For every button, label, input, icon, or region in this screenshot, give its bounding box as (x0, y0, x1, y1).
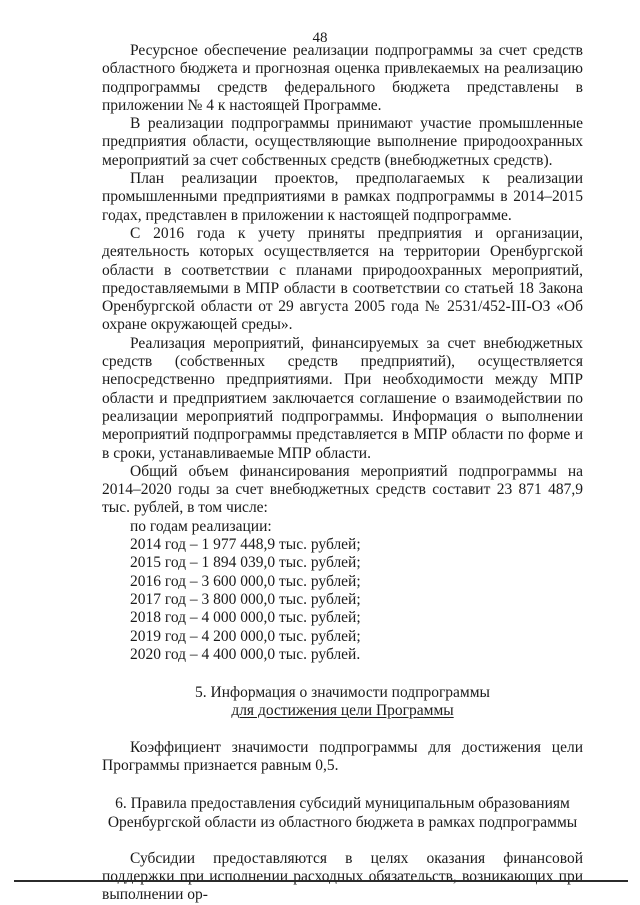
funding-year-item: 2015 год – 1 894 039,0 тыс. рублей; (130, 554, 361, 572)
document-body (102, 42, 583, 905)
section-6-heading-line1: 6. Правила предоставления субсидий муниципальным образованиям (115, 795, 570, 813)
section-5-heading (102, 664, 583, 739)
funding-intro: по годам реализации: (130, 517, 272, 535)
funding-year-item: 2019 год – 4 200 000,0 тыс. рублей; (130, 627, 361, 645)
page-number: 48 (312, 30, 328, 46)
paragraph-accounting-2016: С 2016 года к учету приняты предприятия и организации, деятельность которых осуществляется на территории Оренбургской области в соответствии с планами природоохранных мероприятий, предоставляемыми в МПР области в соответствии со статьей 18 Закона Оренбургской области от 29 августа 2005 года № 2531/452-III-ОЗ «Об охране окружающей среды». (102, 224, 583, 334)
paragraph-resource-provision: Ресурсное обеспечение реализации подпрограммы за счет средств областного бюджета и прогнозная оценка привлекаемых на реализацию подпрограммы средств федерального бюджета представлены в приложении № 4 к настоящей Программе. (102, 42, 583, 114)
section-5-heading-line1: 5. Информация о значимости подпрограммы (195, 684, 490, 702)
funding-year-item: 2017 год – 3 800 000,0 тыс. рублей; (130, 590, 361, 608)
funding-year-item: 2014 год – 1 977 448,9 тыс. рублей; (130, 536, 361, 554)
paragraph-extrabudgetary: Реализация мероприятий, финансируемых за счет внебюджетных средств (собственных средств предприятий), осуществляется непосредственно предприятиями. При необходимости между МПР области и предприятием заключается соглашение о взаимодействии по реализации мероприятий подпрограммы. Информация о выполнении мероприятий подпрограммы представляется в МПР области по форме и в сроки, устанавливаемые МПР области. (102, 334, 583, 462)
paragraph-significance: Коэффициент значимости подпрограммы для достижения цели Программы признается равным 0,5. (102, 738, 583, 774)
paragraph-project-plan: План реализации проектов, предполагаемых к реализации промышленными предприятиями в рамках подпрограммы в 2014–2015 годах, представлен в приложении к настоящей подпрограмме. (102, 170, 583, 224)
paragraph-subsidies: Субсидии предоставляются в целях оказания финансовой поддержки при исполнении расходных обязательств, возникающих при выполнении ор- (102, 849, 583, 904)
funding-year-item: 2018 год – 4 000 000,0 тыс. рублей; (130, 609, 361, 627)
section-6-heading (102, 775, 583, 850)
section-6-heading-line2: Оренбургской области из областного бюджета в рамках подпрограммы (107, 813, 578, 831)
paragraph-participants: В реализации подпрограммы принимают участие промышленные предприятия области, осуществляющие выполнение природоохранных мероприятий за счет собственных средств (внебюджетных средств). (102, 115, 583, 169)
page-bottom-rule (14, 880, 628, 882)
funding-year-item: 2016 год – 3 600 000,0 тыс. рублей; (130, 572, 361, 590)
section-5-heading-line2: для достижения цели Программы (231, 702, 454, 720)
funding-by-year-list (130, 518, 583, 664)
funding-year-item: 2020 год – 4 400 000,0 тыс. рублей. (130, 645, 361, 663)
paragraph-total-funding: Общий объем финансирования мероприятий подпрограммы на 2014–2020 годы за счет внебюджетных средств составит 23 871 487,9 тыс. рублей, в том числе: (102, 462, 583, 517)
